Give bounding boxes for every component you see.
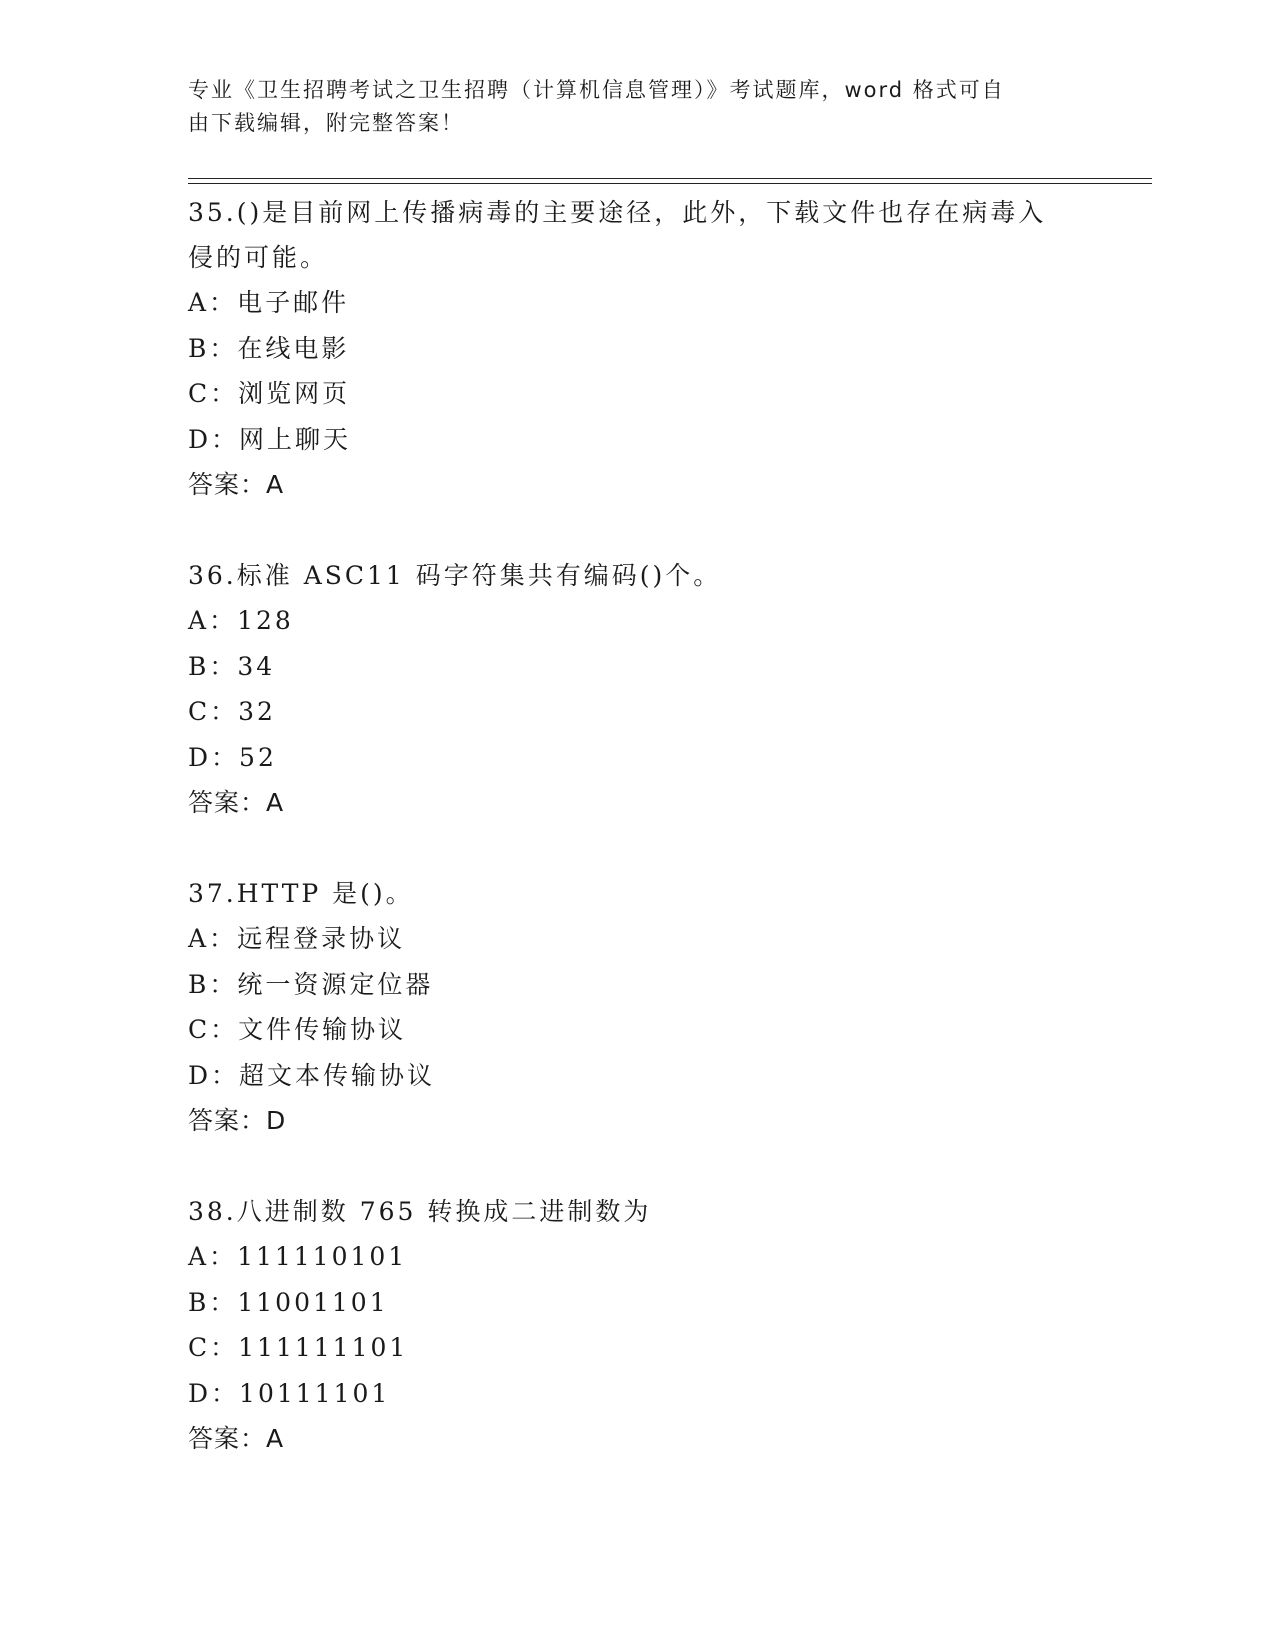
option-text: 电子邮件 <box>237 288 350 317</box>
header-line-2: 由下载编辑，附完整答案！ <box>188 111 464 135</box>
option-label: C： <box>188 379 239 408</box>
option-c <box>188 1325 1088 1371</box>
option-label: B： <box>188 651 238 681</box>
option-d <box>188 1053 1088 1099</box>
option-label: D： <box>188 1378 240 1408</box>
option-c <box>188 371 1088 417</box>
option-text: 文件传输协议 <box>238 1015 407 1044</box>
question-stem: 37.HTTP 是()。 <box>188 879 414 908</box>
option-text: 远程登录协议 <box>237 924 406 953</box>
option-label: C： <box>188 697 239 726</box>
option-label: C： <box>188 1015 239 1044</box>
option-a <box>188 916 1088 962</box>
answer: 答案：D <box>188 1106 287 1135</box>
option-label: D： <box>188 424 240 454</box>
option-text: 111110101 <box>237 1242 408 1271</box>
option-text: 统一资源定位器 <box>237 969 434 999</box>
option-text: 111111101 <box>238 1333 409 1362</box>
option-b <box>188 644 1088 690</box>
question-stem: 36.标准 ASC11 码字符集共有编码()个。 <box>188 561 722 590</box>
header-divider-bottom <box>188 183 1152 184</box>
option-b <box>188 962 1088 1008</box>
option-text: 在线电影 <box>237 333 350 363</box>
option-d <box>188 735 1088 781</box>
option-label: B： <box>188 1287 238 1317</box>
option-d <box>188 1371 1088 1417</box>
option-label: A： <box>188 606 238 635</box>
option-text: 11001101 <box>237 1287 389 1317</box>
question-stem-continued: 侵的可能。 <box>188 243 329 272</box>
option-text: 网上聊天 <box>239 424 352 454</box>
question-38 <box>188 1189 1088 1462</box>
option-text: 52 <box>239 742 277 772</box>
question-35 <box>188 190 1088 508</box>
option-label: B： <box>188 333 238 363</box>
option-label: D： <box>188 1060 240 1090</box>
option-c <box>188 689 1088 735</box>
option-text: 超文本传输协议 <box>239 1060 436 1090</box>
question-stem: 35.()是目前网上传播病毒的主要途径，此外，下载文件也存在病毒入 <box>188 198 1047 227</box>
option-label: A： <box>188 924 238 953</box>
option-label: A： <box>188 1242 238 1271</box>
option-label: C： <box>188 1333 239 1362</box>
question-list <box>188 190 1088 1507</box>
option-a <box>188 280 1088 326</box>
option-label: A： <box>188 288 238 317</box>
option-text: 128 <box>237 606 294 635</box>
option-text: 10111101 <box>239 1378 391 1408</box>
option-text: 32 <box>238 697 276 726</box>
option-c <box>188 1007 1088 1053</box>
answer: 答案：A <box>188 1424 285 1453</box>
option-a <box>188 1234 1088 1280</box>
answer: 答案：A <box>188 788 285 817</box>
option-d <box>188 417 1088 463</box>
answer: 答案：A <box>188 470 285 499</box>
option-b <box>188 326 1088 372</box>
header-line-1: 专业《卫生招聘考试之卫生招聘（计算机信息管理）》考试题库，word 格式可自 <box>188 78 1005 102</box>
question-36 <box>188 553 1088 826</box>
document-header <box>188 74 1068 140</box>
option-a <box>188 598 1088 644</box>
option-text: 浏览网页 <box>238 379 351 408</box>
question-stem: 38.八进制数 765 转换成二进制数为 <box>188 1197 652 1226</box>
question-37 <box>188 871 1088 1144</box>
option-label: B： <box>188 969 238 999</box>
option-text: 34 <box>237 651 276 681</box>
option-b <box>188 1280 1088 1326</box>
option-label: D： <box>188 742 240 772</box>
header-divider-top <box>188 178 1152 179</box>
